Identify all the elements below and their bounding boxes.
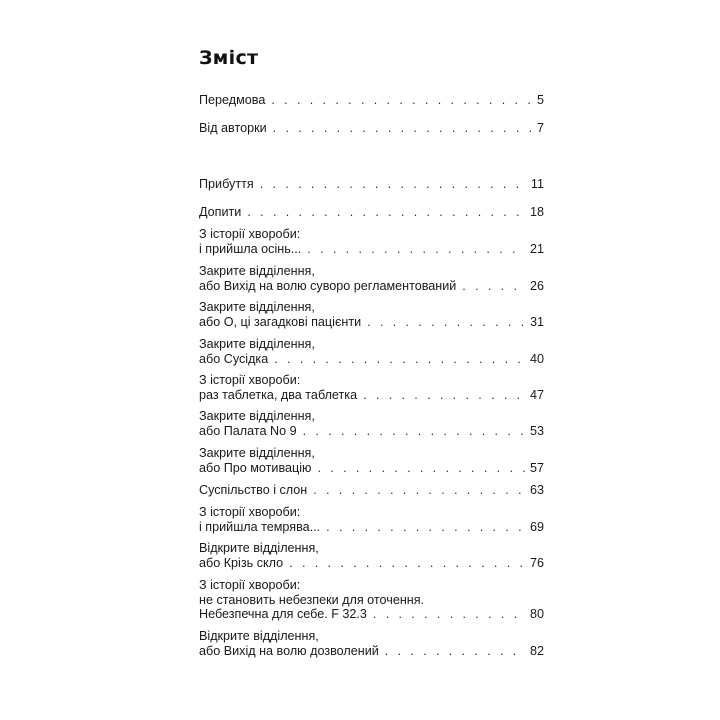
- toc-entry-row: [199, 520, 544, 535]
- toc-entry-title-line: Закрите відділення,: [199, 446, 315, 460]
- page-number: 18: [529, 205, 544, 219]
- page-number: 7: [536, 121, 544, 135]
- toc-entry-row: [199, 205, 544, 220]
- dot-leader: [373, 607, 526, 622]
- page-number: 63: [529, 483, 544, 497]
- toc-entry: [199, 205, 544, 220]
- toc-entry: [199, 264, 544, 293]
- toc-entry-title-line: раз таблетка, два таблетка: [199, 387, 358, 402]
- toc-entry: [199, 300, 544, 329]
- toc-entry: [199, 373, 544, 402]
- toc-entry-row: [199, 483, 544, 498]
- page-number: 80: [529, 607, 544, 622]
- toc-entry-title-line: і прийшла осінь...: [199, 241, 302, 256]
- dot-leader: [260, 177, 527, 192]
- dot-leader: [274, 352, 526, 367]
- toc-entry-row: [199, 279, 544, 294]
- toc-entry: [199, 629, 544, 658]
- toc-entry-title-line: З історії хвороби:: [199, 373, 301, 387]
- dot-leader: [273, 121, 533, 136]
- toc-entry-title-line: З історії хвороби:: [199, 505, 301, 519]
- toc-entry-title-line: Закрите відділення,: [199, 300, 315, 314]
- toc-entry: [199, 337, 544, 366]
- page-number: 40: [529, 351, 544, 366]
- toc-entry-title-line: або Про мотивацію: [199, 460, 312, 475]
- toc-entry-row: [199, 644, 544, 659]
- toc-entry-title-line: Від авторки: [199, 121, 267, 135]
- page-number: 53: [529, 423, 544, 438]
- page-number: 82: [529, 643, 544, 658]
- toc-entry: [199, 505, 544, 534]
- toc-entry-title-line: або Палата No 9: [199, 423, 297, 438]
- toc-entry-row: [199, 121, 544, 136]
- toc-entry-title-line: Суспільство і слон: [199, 483, 308, 497]
- dot-leader: [317, 461, 526, 476]
- page-number: 5: [536, 93, 544, 107]
- toc-entry-title-line: Допити: [199, 205, 242, 219]
- page-title: Зміст: [199, 47, 259, 69]
- toc-entry-row: [199, 461, 544, 476]
- toc-entry-title-line: або Сусідка: [199, 351, 269, 366]
- toc-entry: [199, 121, 544, 136]
- dot-leader: [271, 93, 533, 108]
- toc-entry-title-line: або Крізь скло: [199, 555, 284, 570]
- dot-leader: [363, 388, 526, 403]
- toc-entry-row: [199, 424, 544, 439]
- toc-entry-row: [199, 607, 544, 622]
- toc-entry-title-line: Закрите відділення,: [199, 264, 315, 278]
- toc-entry: [199, 227, 544, 256]
- dot-leader: [307, 242, 526, 257]
- toc-entry: [199, 177, 544, 192]
- toc-entry-row: [199, 242, 544, 257]
- toc-entry-title-line: не становить небезпеки для оточення.: [199, 592, 425, 607]
- toc-entry-title-line: Відкрите відділення,: [199, 541, 319, 555]
- dot-leader: [385, 644, 526, 659]
- toc-entry: [199, 93, 544, 108]
- toc-entry-row: [199, 315, 544, 330]
- page-number: 69: [529, 519, 544, 534]
- toc-entry-row: [199, 93, 544, 108]
- dot-leader: [326, 520, 526, 535]
- toc-entry-title-line: Закрите відділення,: [199, 337, 315, 351]
- toc-entry-title-line: Закрите відділення,: [199, 409, 315, 423]
- toc-entry: [199, 446, 544, 475]
- toc-entry-row: [199, 352, 544, 367]
- toc-entry-title-line: або Вихід на волю дозволений: [199, 643, 379, 658]
- page-number: 76: [529, 555, 544, 570]
- page-number: 26: [529, 278, 544, 293]
- toc-entry: [199, 541, 544, 570]
- toc-entry-title-line: Прибуття: [199, 177, 254, 191]
- toc-entry: [199, 409, 544, 438]
- page-number: 31: [529, 314, 544, 329]
- dot-leader: [367, 315, 526, 330]
- toc-entry-row: [199, 177, 544, 192]
- toc-entry-row: [199, 556, 544, 571]
- toc-entry: [199, 578, 544, 622]
- dot-leader: [462, 279, 526, 294]
- dot-leader: [313, 483, 526, 498]
- toc-entry-title-line: З історії хвороби:: [199, 227, 301, 241]
- dot-leader: [247, 205, 526, 220]
- page-number: 47: [529, 387, 544, 402]
- toc-entry-title-line: З історії хвороби:: [199, 578, 301, 592]
- page-number: 57: [529, 460, 544, 475]
- toc-entry-row: [199, 388, 544, 403]
- toc-entry-title-line: і прийшла темрява...: [199, 519, 321, 534]
- page-number: 11: [530, 177, 544, 191]
- toc-entry-title-line: Відкрите відділення,: [199, 629, 319, 643]
- dot-leader: [289, 556, 526, 571]
- toc-entry-title-line: Небезпечна для себе. F 32.3: [199, 607, 367, 622]
- page-number: 21: [529, 241, 544, 256]
- toc-entry-title-line: Передмова: [199, 93, 266, 107]
- toc-entry: [199, 483, 544, 498]
- dot-leader: [303, 424, 526, 439]
- toc-entry-title-line: або О, ці загадкові пацієнти: [199, 314, 362, 329]
- toc-entry-title-line: або Вихід на волю суворо регламентований: [199, 278, 457, 293]
